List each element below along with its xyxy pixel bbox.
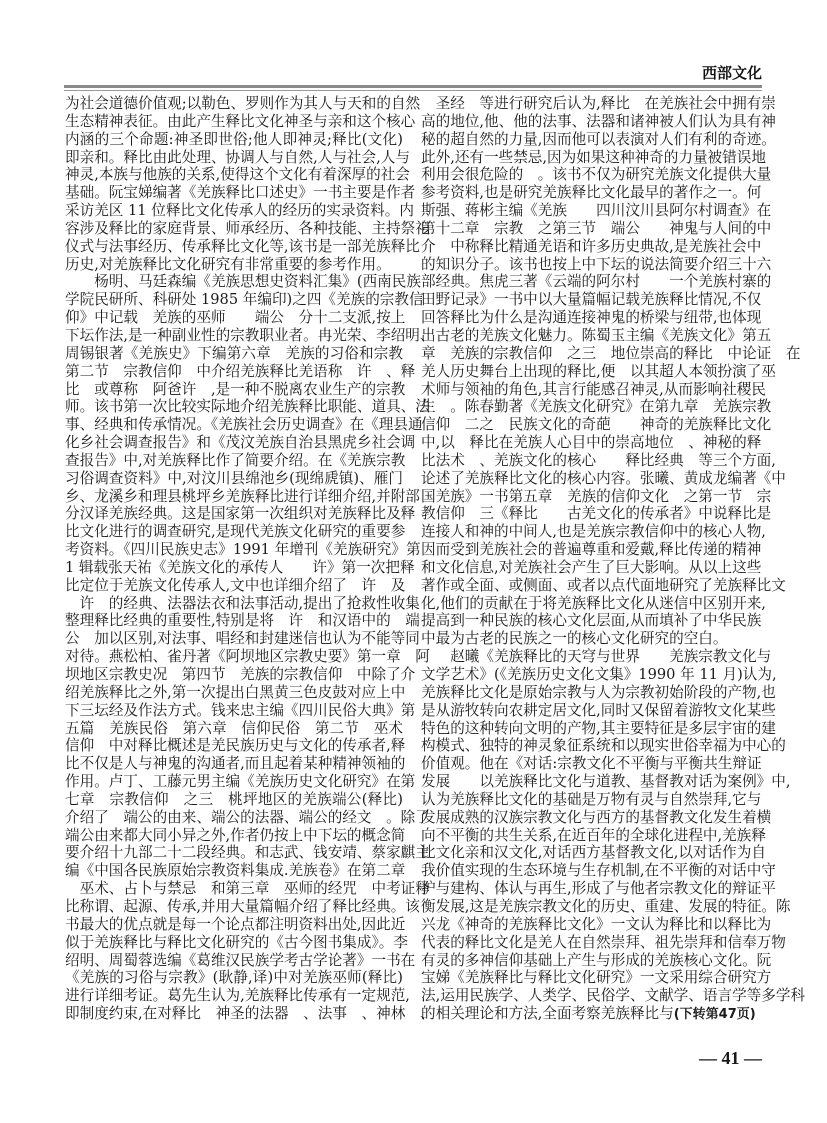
text-line [421, 219, 772, 238]
text-line-content: 秘的超自然的力量,因而他可以表演对人们有利的奇迹。 [421, 130, 776, 148]
text-line-content: 对待。燕松柏、雀丹著《阿坝地区宗教史要》第一章 阿 [65, 648, 430, 666]
text-line [65, 791, 403, 809]
text-line-content: 神灵,本族与他族的关系,使得这个文化有着深厚的社会 [65, 166, 410, 184]
text-line [421, 291, 762, 309]
text-line [65, 594, 420, 613]
text-line [65, 862, 406, 880]
text-line-content: 论述了羌族释比文化的核心内容。张曦、黄成龙编著《中 [421, 469, 786, 487]
text-line-content: 生 。陈春勤著《羌族文化研究》在第九章 羌族宗教 [421, 398, 772, 416]
text-line-content: 术师与领袖的角色,其言行能感召神灵,从而影响社稷民 [421, 380, 766, 398]
text-line-content: 文学艺术》(《羌族历史文化文集》1990 年 11 月)认为, [421, 666, 777, 683]
text-line [421, 826, 766, 845]
text-line [65, 915, 406, 934]
text-line-content: 杨明、马廷森编《羌族思想史资料汇集》(西南民族 [65, 273, 421, 291]
text-line-content: 向不平衡的共生关系,在近百年的全球化进程中,羌族释 [421, 826, 766, 844]
text-line-content: 生态精神表征。由此产生释比文化神圣与亲和这个核心 [65, 112, 416, 130]
text-line-content: 五篇 羌族民俗 第六章 信仰民俗 第二节 巫术 [65, 719, 403, 737]
text-line [421, 951, 772, 970]
text-line [65, 969, 403, 987]
text-line-content: 第十二章 宗教 之第三节 端公 神鬼与人间的中 [421, 219, 772, 237]
text-line [65, 416, 423, 434]
text-line [65, 612, 420, 630]
text-line-content: 章 羌族的宗教信仰 之三 地位崇高的释比 中论证 在 [421, 344, 801, 362]
text-line-content: 习俗调查资料》中,对汶川县绵池乡(现绵虒镇)、雁门 [65, 469, 403, 487]
text-line [65, 701, 416, 720]
text-line-content: 查报告》中,对羌族释比作了简要介绍。在《羌族宗教 [65, 451, 406, 469]
text-line-content: 回答释比为什么是沟通连接神鬼的桥梁与纽带,也体现 [421, 309, 762, 327]
text-line [421, 862, 776, 880]
text-line-content: 此外,还有一些禁忌,因为如果这种神奇的力量被错误地 [421, 148, 766, 166]
text-line [421, 666, 777, 684]
text-line-content: 部经典。焦虎三著《云端的阿尔村 一个羌族村寨的 [421, 273, 772, 291]
text-line-content: 端公由来都大同小异之外,作者仍按上中下坛的概念简 [65, 826, 406, 844]
text-line [421, 166, 772, 184]
text-line-content: 有灵的多神信仰基础上产生与形成的羌族核心文化。阮 [421, 951, 772, 969]
text-line-content: 公 加以区别,对法事、唱经和封建迷信也认为不能等同 [65, 630, 420, 648]
text-line [65, 451, 406, 470]
text-line-content: 作用。卢丁、工藤元男主编《羌族历史文化研究》在第 [65, 773, 416, 791]
text-line-content: 乡、龙溪乡和理县桃坪乡羌族释比进行详细介绍,并附部 [65, 487, 420, 505]
text-line [421, 790, 762, 809]
text-line-content: 我价值实现的生态环境与生存机制,在不平衡的对话中守 [421, 862, 776, 880]
text-line [421, 755, 762, 773]
text-line-content: 法,运用民族学、人类学、民俗学、文献学、语言学等多学科 [421, 987, 806, 1005]
text-line-content: 许 的经典、法器法衣和法事活动,提出了抢救性收集 [65, 594, 420, 612]
text-line-content: 坝地区宗教史况 第四节 羌族的宗教信仰 中除了介 [65, 666, 416, 683]
journal-section-title: 西部文化 [701, 64, 762, 82]
text-line-content: 衡发展,这是羌族宗教文化的历史、重建、发展的特征。陈 [421, 897, 791, 915]
text-line [65, 112, 416, 131]
text-line [65, 273, 421, 291]
text-line [421, 880, 776, 898]
text-line-content: 因而受到羌族社会的普遍尊重和爱戴,释比传递的精神 [421, 541, 762, 559]
text-line-content: 介 中称释比精通羌语和许多历史典故,是羌族社会中 [421, 237, 762, 255]
text-line [421, 130, 776, 149]
text-line-content: 连接人和神的中间人,也是羌族宗教信仰中的核心人物, [421, 523, 766, 541]
right-text-column [421, 95, 806, 1023]
text-line [421, 380, 766, 399]
text-line-content: 事、经典和传承情况。《羌族社会历史调查》在《理县通 [65, 416, 423, 434]
text-line-content: 容涉及释比的家庭背景、师承经历、各种技能、主持祭祀 [65, 219, 430, 237]
text-line-content: 兴龙《神奇的羌族释比文化》一文认为释比和以释比为 [421, 915, 772, 933]
text-line-content: 中最为古老的民族之一的核心文化研究的空白。 [421, 630, 728, 648]
text-line [65, 345, 403, 363]
text-line-content: 采访羌区 11 位释比文化传承人的经历的实录资料。内 [65, 202, 414, 220]
text-line [421, 487, 772, 506]
text-line [65, 666, 416, 684]
text-line [421, 630, 759, 648]
text-line [421, 95, 776, 113]
text-line-content: 羌人历史舞台上出现的释比,便 以其超人本领扮演了巫 [421, 362, 776, 380]
text-line-content: 著作或全面、或侧面、或者以点代面地研究了羌族释比文 [421, 576, 786, 594]
text-line-content: 信仰 二之 民族文化的奇葩 神奇的羌族释比文化 [421, 416, 772, 434]
text-line-content: 圣经 等进行研究后认为,释比 在羌族社会中拥有崇 [421, 95, 776, 112]
text-line-content: 羌族释比文化是原始宗教与人为宗教初始阶段的产物,也 [421, 683, 776, 701]
text-line [421, 576, 786, 595]
text-line [421, 541, 762, 559]
text-line-content: 进行详细考证。葛先生认为,羌族释比传承有一定规范, [65, 987, 410, 1005]
text-line-content: 为社会道德价值观;以勒色、罗则作为其人与天和的自然 [65, 95, 421, 112]
text-line-content: 周锡银著《羌族史》下编第六章 羌族的习俗和宗教 [65, 344, 403, 362]
text-line-content: 比定位于羌族文化传承人,文中也详细介绍了 许 及 [65, 576, 406, 594]
text-line-content: 书最大的优点就是每一个论点都注明资料出处,因此近 [65, 915, 406, 933]
left-text-column [65, 95, 435, 1023]
text-line [65, 291, 424, 309]
text-line [65, 558, 415, 577]
text-line [65, 470, 403, 488]
text-line [421, 309, 762, 327]
text-line [65, 720, 403, 738]
text-line [65, 184, 416, 202]
text-line [65, 844, 430, 862]
text-line [421, 237, 762, 256]
text-line [65, 826, 406, 845]
text-line [65, 166, 410, 184]
text-line [65, 237, 420, 256]
text-line-content: 构模式、独特的神灵象征系统和以现实世俗幸福为中心的 [421, 737, 786, 755]
text-line [421, 808, 772, 827]
text-line [421, 969, 772, 987]
text-line [421, 326, 772, 345]
text-line-content: 宝娣《羌族释比与释比文化研究》一文采用综合研究方 [421, 969, 772, 987]
text-line-content: 比文化进行的调查研究,是现代羌族文化研究的重要参 [65, 523, 406, 541]
text-line [421, 416, 772, 434]
text-line [65, 434, 416, 452]
text-line-content: 要介绍十九部二十二段经典。和志武、钱安靖、蔡家麒主 [65, 844, 430, 862]
text-line [421, 737, 786, 755]
text-line-content: 整理释比经典的重要性,特别是将 许 和汉语中的 端 [65, 612, 420, 630]
text-line-content: 利用会很危险的 。该书不仅为研究羌族文化提供大量 [421, 166, 772, 184]
text-line-content: 即制度约束,在对释比 神圣的法器 、法事 、神林 、 [65, 1005, 435, 1023]
text-line-content: 田野记录》一书中以大量篇幅记载羌族释比情况,不仅 [421, 291, 762, 309]
text-line [421, 701, 776, 720]
text-line [421, 451, 776, 470]
text-line [421, 523, 766, 541]
text-line [65, 362, 416, 381]
text-line [65, 755, 406, 773]
text-line [421, 344, 801, 363]
text-line-content: 的知识分子。该书也按上中下坛的说法简要介绍三十六 [421, 255, 772, 273]
text-line [65, 630, 420, 648]
text-line [421, 202, 772, 220]
text-line [421, 933, 786, 952]
text-line [65, 131, 403, 149]
text-line [421, 469, 786, 488]
text-line-content: 考资料。《四川民族史志》1991 年增刊《羌族研究》第 [65, 541, 421, 559]
text-line [421, 987, 806, 1005]
text-line-content: 基础。阮宝娣编著《羌族释比口述史》一书主要是作者 [65, 184, 416, 202]
text-line [65, 933, 408, 952]
text-line [421, 773, 791, 791]
text-line-content: 历史,对羌族释比文化研究有非常重要的参考作用。 [65, 255, 391, 273]
text-line [421, 844, 766, 862]
text-line-content: 仪式与法事经历、传承释比文化等,该书是一部羌族释比 [65, 237, 420, 255]
text-line-content: 师。该书第一次比较实际地介绍羌族释比职能、道具、法 [65, 398, 430, 416]
text-line [421, 1005, 759, 1023]
text-line [65, 1005, 435, 1023]
text-line-content: 似于羌族释比与释比文化研究的《古今图书集成》。李 [65, 933, 408, 951]
text-line-content: 比 或尊称 阿爸许 ,是一种不脱离农业生产的宗教 [65, 380, 406, 398]
text-line-content: 《羌族的习俗与宗教》(耿静,译)中对羌族巫师(释比) [65, 969, 403, 987]
text-line-content: 巫术、占卜与禁忌 和第三章 巫师的经咒 中考证释 [65, 880, 430, 898]
header-rule [64, 85, 762, 88]
text-line [65, 505, 416, 523]
text-line [65, 398, 430, 416]
text-line-content: 比法术 、羌族文化的核心 释比经典 等三个方面, [421, 451, 776, 469]
text-line [65, 148, 410, 167]
text-line [421, 897, 791, 916]
text-line [421, 255, 772, 274]
text-line-content: 1 辑载张天祐《羌族文化的承传人 许》第一次把释 [65, 558, 415, 576]
text-line-content: 比文化亲和汉文化,对话西方基督教文化,以对话作为自 [421, 844, 766, 862]
text-line [421, 362, 776, 381]
text-line-content: 下三坛经及作法方式。钱来忠主编《四川民俗大典》第 [65, 701, 416, 719]
text-line [65, 523, 406, 541]
text-line [65, 202, 414, 220]
text-line-content: 出古老的羌族文化魅力。陈蜀玉主编《羌族文化》第五 [421, 326, 772, 344]
text-line-content: 七章 宗教信仰 之三 桃坪地区的羌族端公(释比) [65, 790, 403, 808]
text-line [421, 398, 772, 416]
text-line [65, 737, 406, 755]
text-line-content: 的相关理论和方法,全面考察羌族释比与 [421, 1005, 674, 1023]
text-line-content: 国羌族》一书第五章 羌族的信仰文化 之第一节 宗 [421, 487, 772, 505]
text-line [65, 648, 430, 666]
header-rule-thin [64, 90, 762, 91]
text-line-content: 高的地位,他、他的法事、法器和诸神被人们认为具有神 [421, 112, 776, 130]
text-line [65, 897, 420, 916]
text-line [65, 256, 403, 274]
page-number: — 41 — [699, 1048, 762, 1068]
text-line [65, 487, 420, 506]
text-line-content: 学院民研所、科研处 1985 年编印)之四《羌族的宗教信 [65, 291, 424, 309]
text-line-content: 化乡社会调查报告》和《茂汶羌族自治县黑虎乡社会调 [65, 434, 416, 452]
text-line-content: 教信仰 三《释比 古羌文化的传承者》中说释比是 [421, 505, 772, 523]
text-line [421, 594, 766, 613]
text-line-content: 和文化信息,对羌族社会产生了巨大影响。从以上这些 [421, 558, 762, 576]
text-line-content: 特色的这种转向文明的产物,其主要特征是多层宇宙的建 [421, 719, 776, 737]
text-line [421, 505, 772, 523]
text-line-content: 发展成熟的汉族宗教文化与西方的基督教文化发生着横 [421, 808, 772, 826]
text-line [421, 434, 762, 452]
text-line-content: 提高到一种民族的核心文化层面,从而填补了中华民族 [421, 612, 762, 630]
text-line [65, 987, 410, 1005]
text-line-content: 价值观。他在《对话:宗教文化不平衡与平衡共生辩证 [421, 755, 762, 773]
text-line-content: 仰》中记载 羌族的巫师 端公 分十二支派,按上 [65, 309, 406, 327]
text-line [65, 326, 435, 345]
text-line-content: 下坛作法,是一种副业性的宗教职业者。冉光荣、李绍明、 [65, 326, 435, 344]
text-line [65, 95, 421, 113]
text-line [421, 612, 762, 630]
text-line-content: 斯强、蒋彬主编《羌族 四川汶川县阿尔村调查》在 [421, 202, 772, 220]
text-line [65, 951, 416, 970]
text-line-content: 第二节 宗教信仰 中介绍羌族释比羌语称 许 、释 [65, 362, 416, 380]
text-line-content: 信仰 中对释比概述是羌民族历史与文化的传承者,释 [65, 737, 406, 755]
text-line [65, 380, 406, 399]
text-line [421, 148, 766, 167]
text-line [65, 309, 406, 327]
text-line [421, 683, 776, 702]
text-line [421, 184, 762, 202]
text-line [421, 273, 772, 291]
text-line-content: 发展 以羌族释比文化与道教、基督教对话为案例》中, [421, 773, 791, 791]
text-line-content: 代表的释比文化是羌人在自然崇拜、祖先崇拜和信奉万物 [421, 933, 786, 951]
text-line [65, 880, 430, 898]
text-line-content: 化,他们的贡献在于将羌族释比文化从迷信中区别开来, [421, 594, 766, 612]
text-line [65, 219, 430, 238]
text-line-content: 绍明、周蜀蓉选编《葛维汉民族学考古学论著》一书在 [65, 951, 416, 969]
text-line-content: 赵曦《羌族释比的天穹与世界 羌族宗教文化与 [421, 648, 772, 666]
text-line [65, 541, 421, 559]
text-line [421, 558, 762, 577]
text-line [65, 683, 406, 702]
text-line-content: 编《中国各民族原始宗教资料集成.羌族卷》在第二章 [65, 862, 406, 880]
continuation-note: (下转第47页) [673, 1007, 756, 1023]
text-line [421, 112, 776, 131]
text-line [421, 719, 776, 738]
text-line [65, 808, 430, 827]
text-line-content: 分汉译羌族经典。这是国家第一次组织对羌族释比及释 [65, 505, 416, 523]
text-line-content: 绍羌族释比之外,第一次提出白黑黄三色皮鼓对应上中 [65, 683, 406, 701]
text-line [421, 648, 772, 666]
text-line-content: 护与建构、体认与再生,形成了与他者宗教文化的辩证平 [421, 880, 776, 898]
text-line [65, 773, 416, 791]
text-line-content: 内涵的三个命题:神圣即世俗;他人即神灵;释比(文化) [65, 130, 403, 148]
text-line-content: 中,以 释比在羌族人心目中的崇高地位 、神秘的释 [421, 434, 762, 452]
text-line [65, 576, 406, 595]
text-line-content: 即亲和。释比由此处理、协调人与自然,人与社会,人与 [65, 148, 410, 166]
text-line-content: 介绍了 端公的由来、端公的法器、端公的经文 。除了 [65, 808, 430, 826]
text-line-content: 参考资料,也是研究羌族释比文化最早的著作之一。何 [421, 184, 762, 202]
text-line [421, 915, 772, 934]
text-line-content: 是从游牧转向农耕定居文化,同时又保留着游牧文化某些 [421, 701, 776, 719]
text-line-content: 比称谓、起源、传承,并用大量篇幅介绍了释比经典。该 [65, 897, 420, 915]
text-line-content: 比不仅是人与神鬼的沟通者,而且起着某种精神领袖的 [65, 755, 406, 773]
text-line-content: 认为羌族释比文化的基础是万物有灵与自然崇拜,它与 [421, 790, 762, 808]
